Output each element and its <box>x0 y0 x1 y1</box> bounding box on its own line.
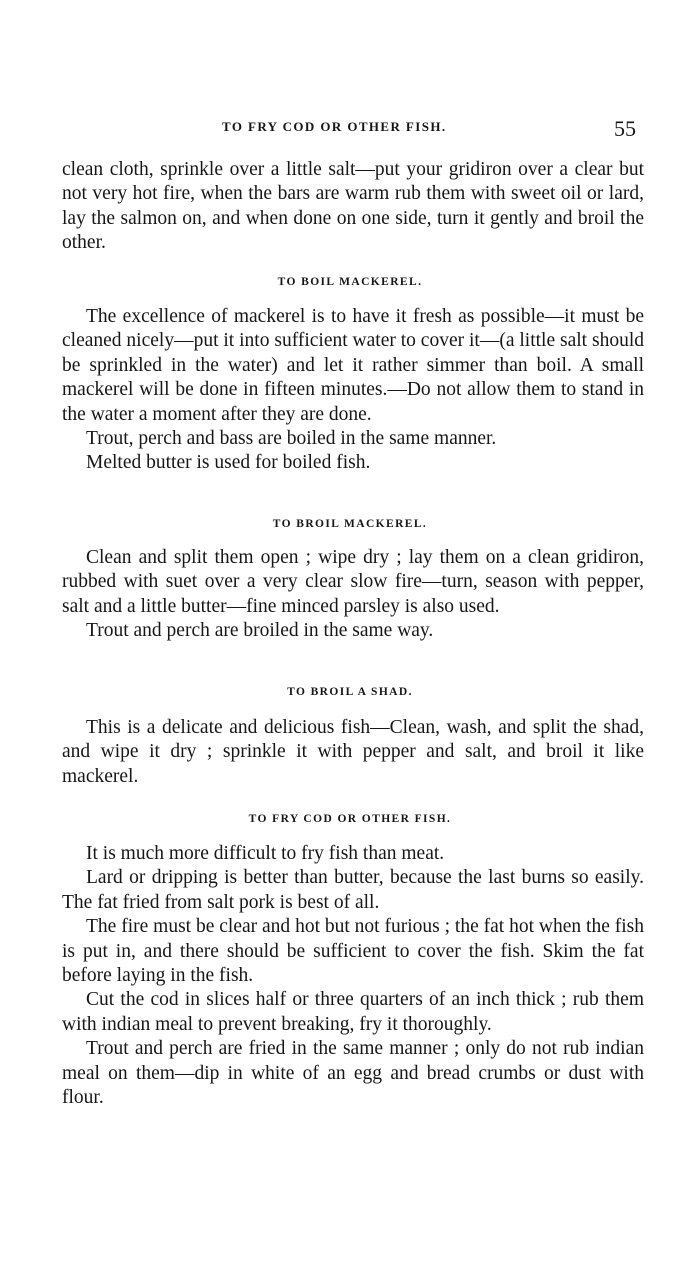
broil-shad-section <box>62 716 644 789</box>
paragraph: Trout and perch are broiled in the same way. <box>86 620 434 642</box>
paragraph: It is much more difficult to fry fish than meat. <box>86 843 445 864</box>
page-number: 55 <box>614 116 636 141</box>
running-head <box>0 116 700 140</box>
paragraph: Lard or dripping is better than butter, because the last burns so easily. The fat fried from salt pork is best of all. <box>62 867 644 913</box>
paragraph: Trout and perch are fried in the same manner ; only do not rub indian meal on them—dip in white of an egg and bread crumbs or dust with flour. <box>62 1038 644 1109</box>
heading-boil-mackerel: TO BOIL MACKEREL. <box>277 276 423 288</box>
heading-broil-mackerel: TO BROIL MACKEREL. <box>272 518 428 530</box>
paragraph: clean cloth, sprinkle over a little salt—put your gridiron over a clear but not very hot fire, when the bars are warm rub them with sweet oil or lard, lay the salmon on, and when done on one side, turn it gently and broil the other. <box>62 159 644 254</box>
paragraph: Clean and split them open ; wipe dry ; lay them on a clean gridiron, rubbed with suet over a very clear slow fire—turn, season with pepper, salt and a little butter—fine minced parsley is also used. <box>62 547 644 617</box>
paragraph: Cut the cod in slices half or three quarters of an inch thick ; rub them with indian meal to prevent breaking, fry it thoroughly. <box>62 989 644 1035</box>
boil-mackerel-section <box>62 305 644 476</box>
running-title: TO FRY COD OR OTHER FISH. <box>222 119 447 134</box>
paragraph: Melted butter is used for boiled fish. <box>86 452 371 474</box>
fry-cod-section <box>62 842 644 1110</box>
paragraph: This is a delicate and delicious fish—Clean, wash, and split the shad, and wipe it dry ; sprinkle it with pepper and salt, and broil it like mackerel. <box>62 717 644 787</box>
paragraph: The fire must be clear and hot but not furious ; the fat hot when the fish is put in, and there should be sufficient to cover the fish. Skim the fat before laying in the fish. <box>62 916 644 987</box>
heading-broil-shad: TO BROIL A SHAD. <box>287 686 413 698</box>
paragraph: Trout, perch and bass are boiled in the same manner. <box>86 428 497 450</box>
heading-fry-cod: TO FRY COD OR OTHER FISH. <box>248 813 452 825</box>
broil-mackerel-section <box>62 546 644 644</box>
salmon-continuation-section <box>62 158 644 256</box>
paragraph: The excellence of mackerel is to have it fresh as possible—it must be cleaned nicely—put it into sufficient water to cover it—(a little salt should be sprinkled in the water) and let it rather simmer than boil. A small mackerel will be done in fifteen minutes.—Do not allow them to stand in the water a moment after they are done. <box>62 306 644 425</box>
